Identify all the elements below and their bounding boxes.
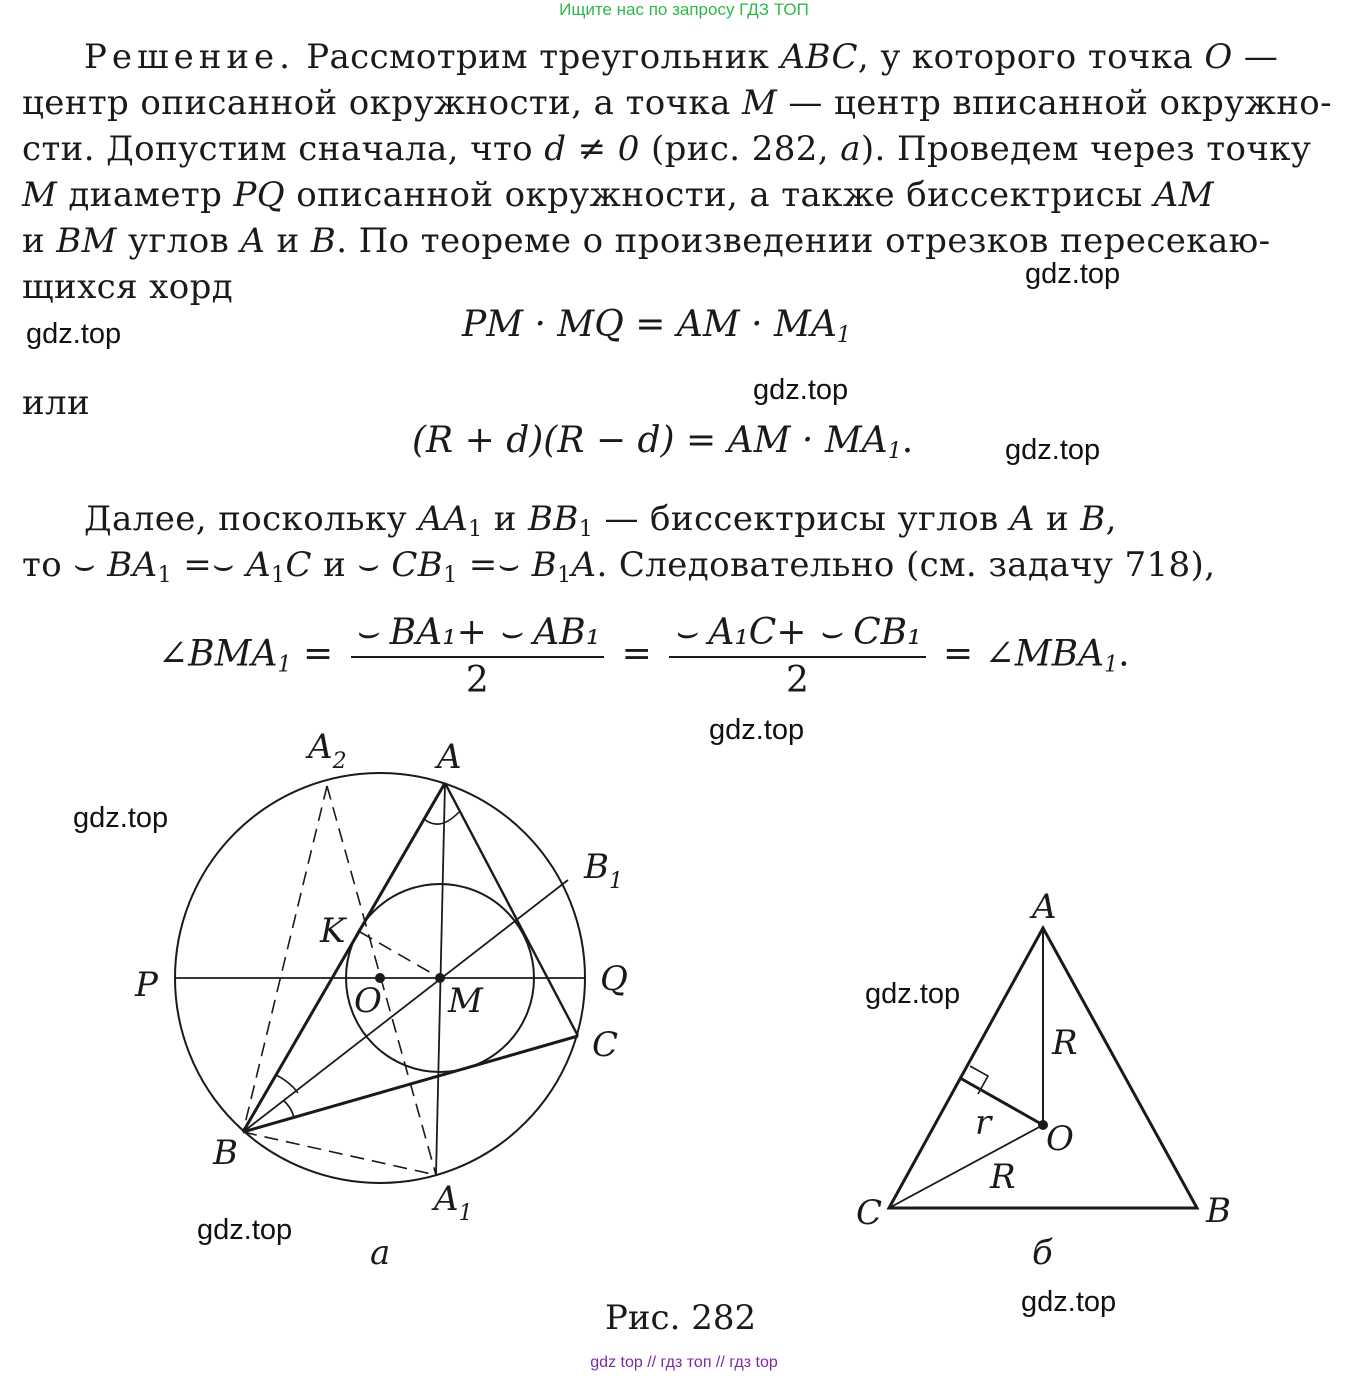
label-a-b: A	[1032, 887, 1057, 927]
subscript: 1	[277, 652, 292, 678]
subscript: 1	[836, 323, 851, 348]
text: описанной окружности, а также биссектрисы	[285, 175, 1154, 215]
label-k: K	[320, 911, 346, 951]
label-o-b: O	[1046, 1119, 1074, 1159]
math: A	[1009, 499, 1035, 539]
watermark: gdz.top	[753, 374, 849, 406]
watermark: gdz.top	[1021, 1286, 1117, 1318]
label-b-b: B	[1206, 1191, 1231, 1231]
subscript: 1	[887, 439, 902, 464]
caption-a: a	[370, 1233, 391, 1273]
formula-angles: $\angle BMA_1$ = $\frac{\text{⌣ BA₁+ ⌣ AB₁}}{2}$ = $\frac{\text{⌣ A₁C+ ⌣ CB₁}}{2}$ = $\angle MBA_1$.	[158, 612, 1130, 701]
angle-arc-a	[424, 812, 459, 824]
label-a2: $A_2$	[308, 727, 347, 774]
denominator: 2	[465, 660, 489, 701]
watermark: gdz.top	[1025, 258, 1121, 290]
label-b: B	[213, 1133, 238, 1173]
para1-line2	[22, 80, 1332, 126]
text: Рассмотрим треугольник	[294, 37, 781, 77]
bottom-links[interactable]: gdz top // гдз топ // гдз top	[590, 1354, 778, 1371]
or-word: или	[22, 383, 91, 423]
watermark: gdz.top	[26, 318, 122, 350]
label-a1: $A_1$	[434, 1179, 473, 1226]
figure-b	[840, 880, 1260, 1280]
point-m	[435, 973, 445, 983]
text: сти. Допустим сначала, что	[22, 129, 545, 169]
subscript: 1	[271, 563, 286, 588]
text: — центр вписанной окружно-	[777, 83, 1333, 123]
text: и	[482, 499, 529, 539]
fraction-1	[351, 612, 605, 701]
label-r-lower: R	[990, 1157, 1016, 1197]
caption-b: б	[1032, 1233, 1053, 1273]
text: и	[1034, 499, 1081, 539]
angle-arc-b1	[276, 1075, 298, 1093]
text: диаметр	[57, 175, 234, 215]
math: BM	[56, 221, 117, 261]
math: C	[285, 545, 312, 585]
bisector-bb1	[243, 880, 568, 1132]
watermark: gdz.top	[1005, 434, 1101, 466]
math: A	[571, 545, 597, 585]
dashed-k-m	[360, 932, 440, 978]
label-a: A	[437, 737, 462, 777]
math: d ≠ 0	[544, 129, 640, 169]
label-r-upper: R	[1052, 1023, 1078, 1063]
math: B	[531, 545, 558, 585]
math: A	[240, 221, 266, 261]
watermark: gdz.top	[865, 978, 961, 1010]
subscript: 1	[1104, 652, 1119, 678]
math: PQ	[233, 175, 286, 215]
math: AA	[418, 499, 469, 539]
figure-caption: Рис. 282	[605, 1298, 757, 1338]
para1-line3	[22, 126, 1311, 172]
text: =⌣	[457, 545, 532, 585]
fraction-2	[669, 612, 925, 701]
math: M	[22, 175, 58, 215]
math: M	[741, 83, 778, 123]
math: B	[1080, 499, 1106, 539]
numerator: ⌣ A₁C+ ⌣ CB₁	[669, 612, 925, 658]
text: то ⌣	[22, 545, 108, 585]
math: AM	[1153, 175, 1214, 215]
watermark: gdz.top	[73, 802, 169, 834]
figure-a	[120, 720, 640, 1280]
math: a	[840, 129, 861, 169]
math: BB	[528, 499, 579, 539]
text: (рис. 282,	[639, 129, 841, 169]
period: .	[901, 420, 914, 461]
para1-line4	[22, 172, 1214, 218]
watermark: gdz.top	[197, 1214, 293, 1246]
solution-lead: Решение.	[84, 37, 295, 77]
text: —	[1232, 37, 1279, 77]
text: , у которого точка	[857, 37, 1205, 77]
para1-line6: щихся хорд	[22, 267, 234, 307]
period: .	[1118, 633, 1130, 675]
label-m: M	[448, 981, 483, 1021]
subscript: 1	[157, 563, 173, 588]
dashed-b-a1	[243, 1132, 436, 1175]
watermark: gdz.top	[709, 714, 805, 746]
para1-line1	[84, 34, 1278, 80]
text: . По теореме о произведении отрезков пересекаю-	[336, 221, 1271, 261]
subscript: 1	[578, 517, 594, 542]
para2-line2	[22, 542, 1215, 599]
subscript: 1	[443, 563, 458, 588]
formula-text: PM · MQ = AM · MA	[462, 304, 837, 345]
math: B	[310, 221, 337, 261]
formula-text: (R + d)(R − d) = AM · MA	[412, 420, 888, 461]
numerator: ⌣ BA₁+ ⌣ AB₁	[351, 612, 605, 658]
text: Далее, поскольку	[84, 499, 419, 539]
text: ). Проведем через точку	[860, 129, 1312, 169]
text: =⌣	[172, 545, 247, 585]
denominator: 2	[785, 660, 809, 701]
math: BA	[107, 545, 158, 585]
text: углов	[116, 221, 241, 261]
text: . Следовательно (см. задачу 718),	[596, 545, 1216, 585]
formula-product	[412, 420, 913, 464]
formula-chords	[462, 304, 851, 348]
subscript: 1	[557, 563, 572, 588]
math: ABC	[780, 37, 858, 77]
label-o: O	[354, 981, 382, 1021]
text: и ⌣	[311, 545, 392, 585]
label-p: P	[135, 965, 158, 1005]
formula-lhs: ∠BMA	[158, 633, 278, 675]
text: и	[265, 221, 311, 261]
text: ,	[1105, 499, 1117, 539]
side-ab	[243, 783, 445, 1132]
math: CB	[391, 545, 444, 585]
math: A	[246, 545, 272, 585]
subscript: 1	[468, 517, 483, 542]
text: центр описанной окружности, а точка	[22, 83, 742, 123]
label-b1: $B_1$	[584, 847, 623, 894]
inradius	[960, 1078, 1043, 1125]
text: и	[22, 221, 57, 261]
search-banner[interactable]: Ищите нас по запросу ГДЗ ТОП	[559, 0, 809, 19]
label-r-small: r	[975, 1103, 992, 1143]
label-c: C	[592, 1025, 619, 1065]
label-q: Q	[600, 959, 628, 999]
formula-rhs: = ∠MBA	[942, 633, 1105, 675]
math: O	[1204, 37, 1233, 77]
angle-arc-b2	[283, 1100, 294, 1118]
label-c-b: C	[856, 1193, 883, 1233]
text: — биссектрисы углов	[593, 499, 1010, 539]
